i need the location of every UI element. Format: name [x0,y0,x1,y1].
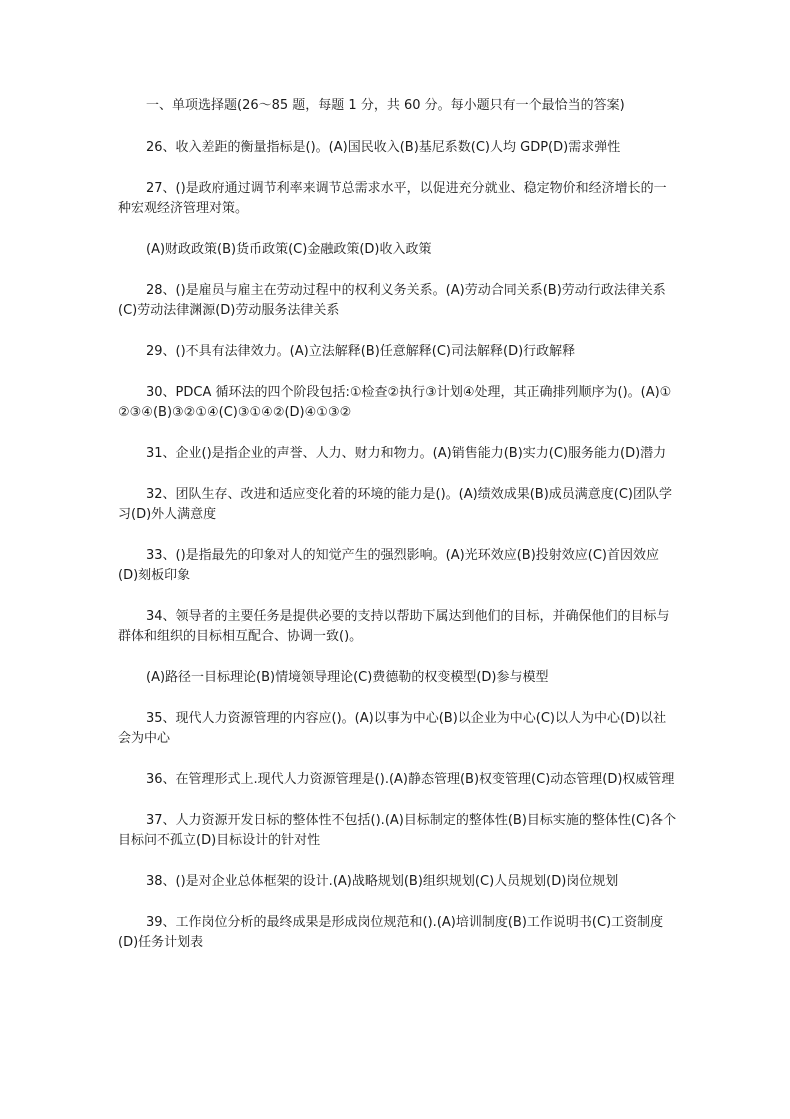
document-body [118,96,678,974]
question-34-options: (A)路径一目标理论(B)情境领导理论(C)费德勒的权变模型(D)参与模型 [146,670,549,685]
question-36: 36、在管理形式上.现代人力资源管理是().(A)静态管理(B)权变管理(C)动态管理(D)权威管理 [146,772,675,787]
question-32: 32、团队生存、改进和适应变化着的环境的能力是()。(A)绩效成果(B)成员满意度(C)团队学习(D)外人满意度 [118,487,673,522]
question-29: 29、()不具有法律效力。(A)立法解释(B)任意解释(C)司法解释(D)行政解释 [146,344,576,359]
question-33: 33、()是指最先的印象对人的知觉产生的强烈影响。(A)光环效应(B)投射效应(C)首因效应(D)刻板印象 [118,548,660,583]
section-heading: 一、单项选择题(26～85 题，每题 1 分，共 60 分。每小题只有一个最恰当的答案) [146,98,625,113]
question-26: 26、收入差距的衡量指标是()。(A)国民收入(B)基尼系数(C)人均 GDP(D)需求弹性 [146,140,621,155]
question-37: 37、人力资源开发日标的整体性不包括().(A)目标制定的整体性(B)目标实施的整体性(C)各个目标问不孤立(D)目标设计的针对性 [118,813,677,848]
question-31: 31、企业()是指企业的声誉、人力、财力和物力。(A)销售能力(B)实力(C)服务能力(D)潜力 [146,446,667,461]
question-39: 39、工作岗位分析的最终成果是形成岗位规范和().(A)培训制度(B)工作说明书(C)工资制度(D)任务计划表 [118,915,664,950]
question-35: 35、现代人力资源管理的内容应()。(A)以事为中心(B)以企业为中心(C)以人为中心(D)以社会为中心 [118,711,667,746]
question-27-options: (A)财政政策(B)货币政策(C)金融政策(D)收入政策 [146,242,432,257]
question-34: 34、领导者的主要任务是提供必要的支持以帮助下属达到他们的目标，并确保他们的目标与群体和组织的目标相互配合、协调一致()。 [118,609,670,644]
question-38: 38、()是对企业总体框架的设计.(A)战略规划(B)组织规划(C)人员规划(D)岗位规划 [146,874,619,889]
question-28: 28、()是雇员与雇主在劳动过程中的权利义务关系。(A)劳动合同关系(B)劳动行政法律关系(C)劳动法律渊源(D)劳动服务法律关系 [118,283,666,318]
question-27: 27、()是政府通过调节利率来调节总需求水平，以促进充分就业、稳定物价和经济增长的一种宏观经济管理对策。 [118,181,667,216]
question-30: 30、PDCA 循环法的四个阶段包括:①检查②执行③计划④处理，其正确排列顺序为()。(A)①②③④(B)③②①④(C)③①④②(D)④①③② [118,385,672,420]
